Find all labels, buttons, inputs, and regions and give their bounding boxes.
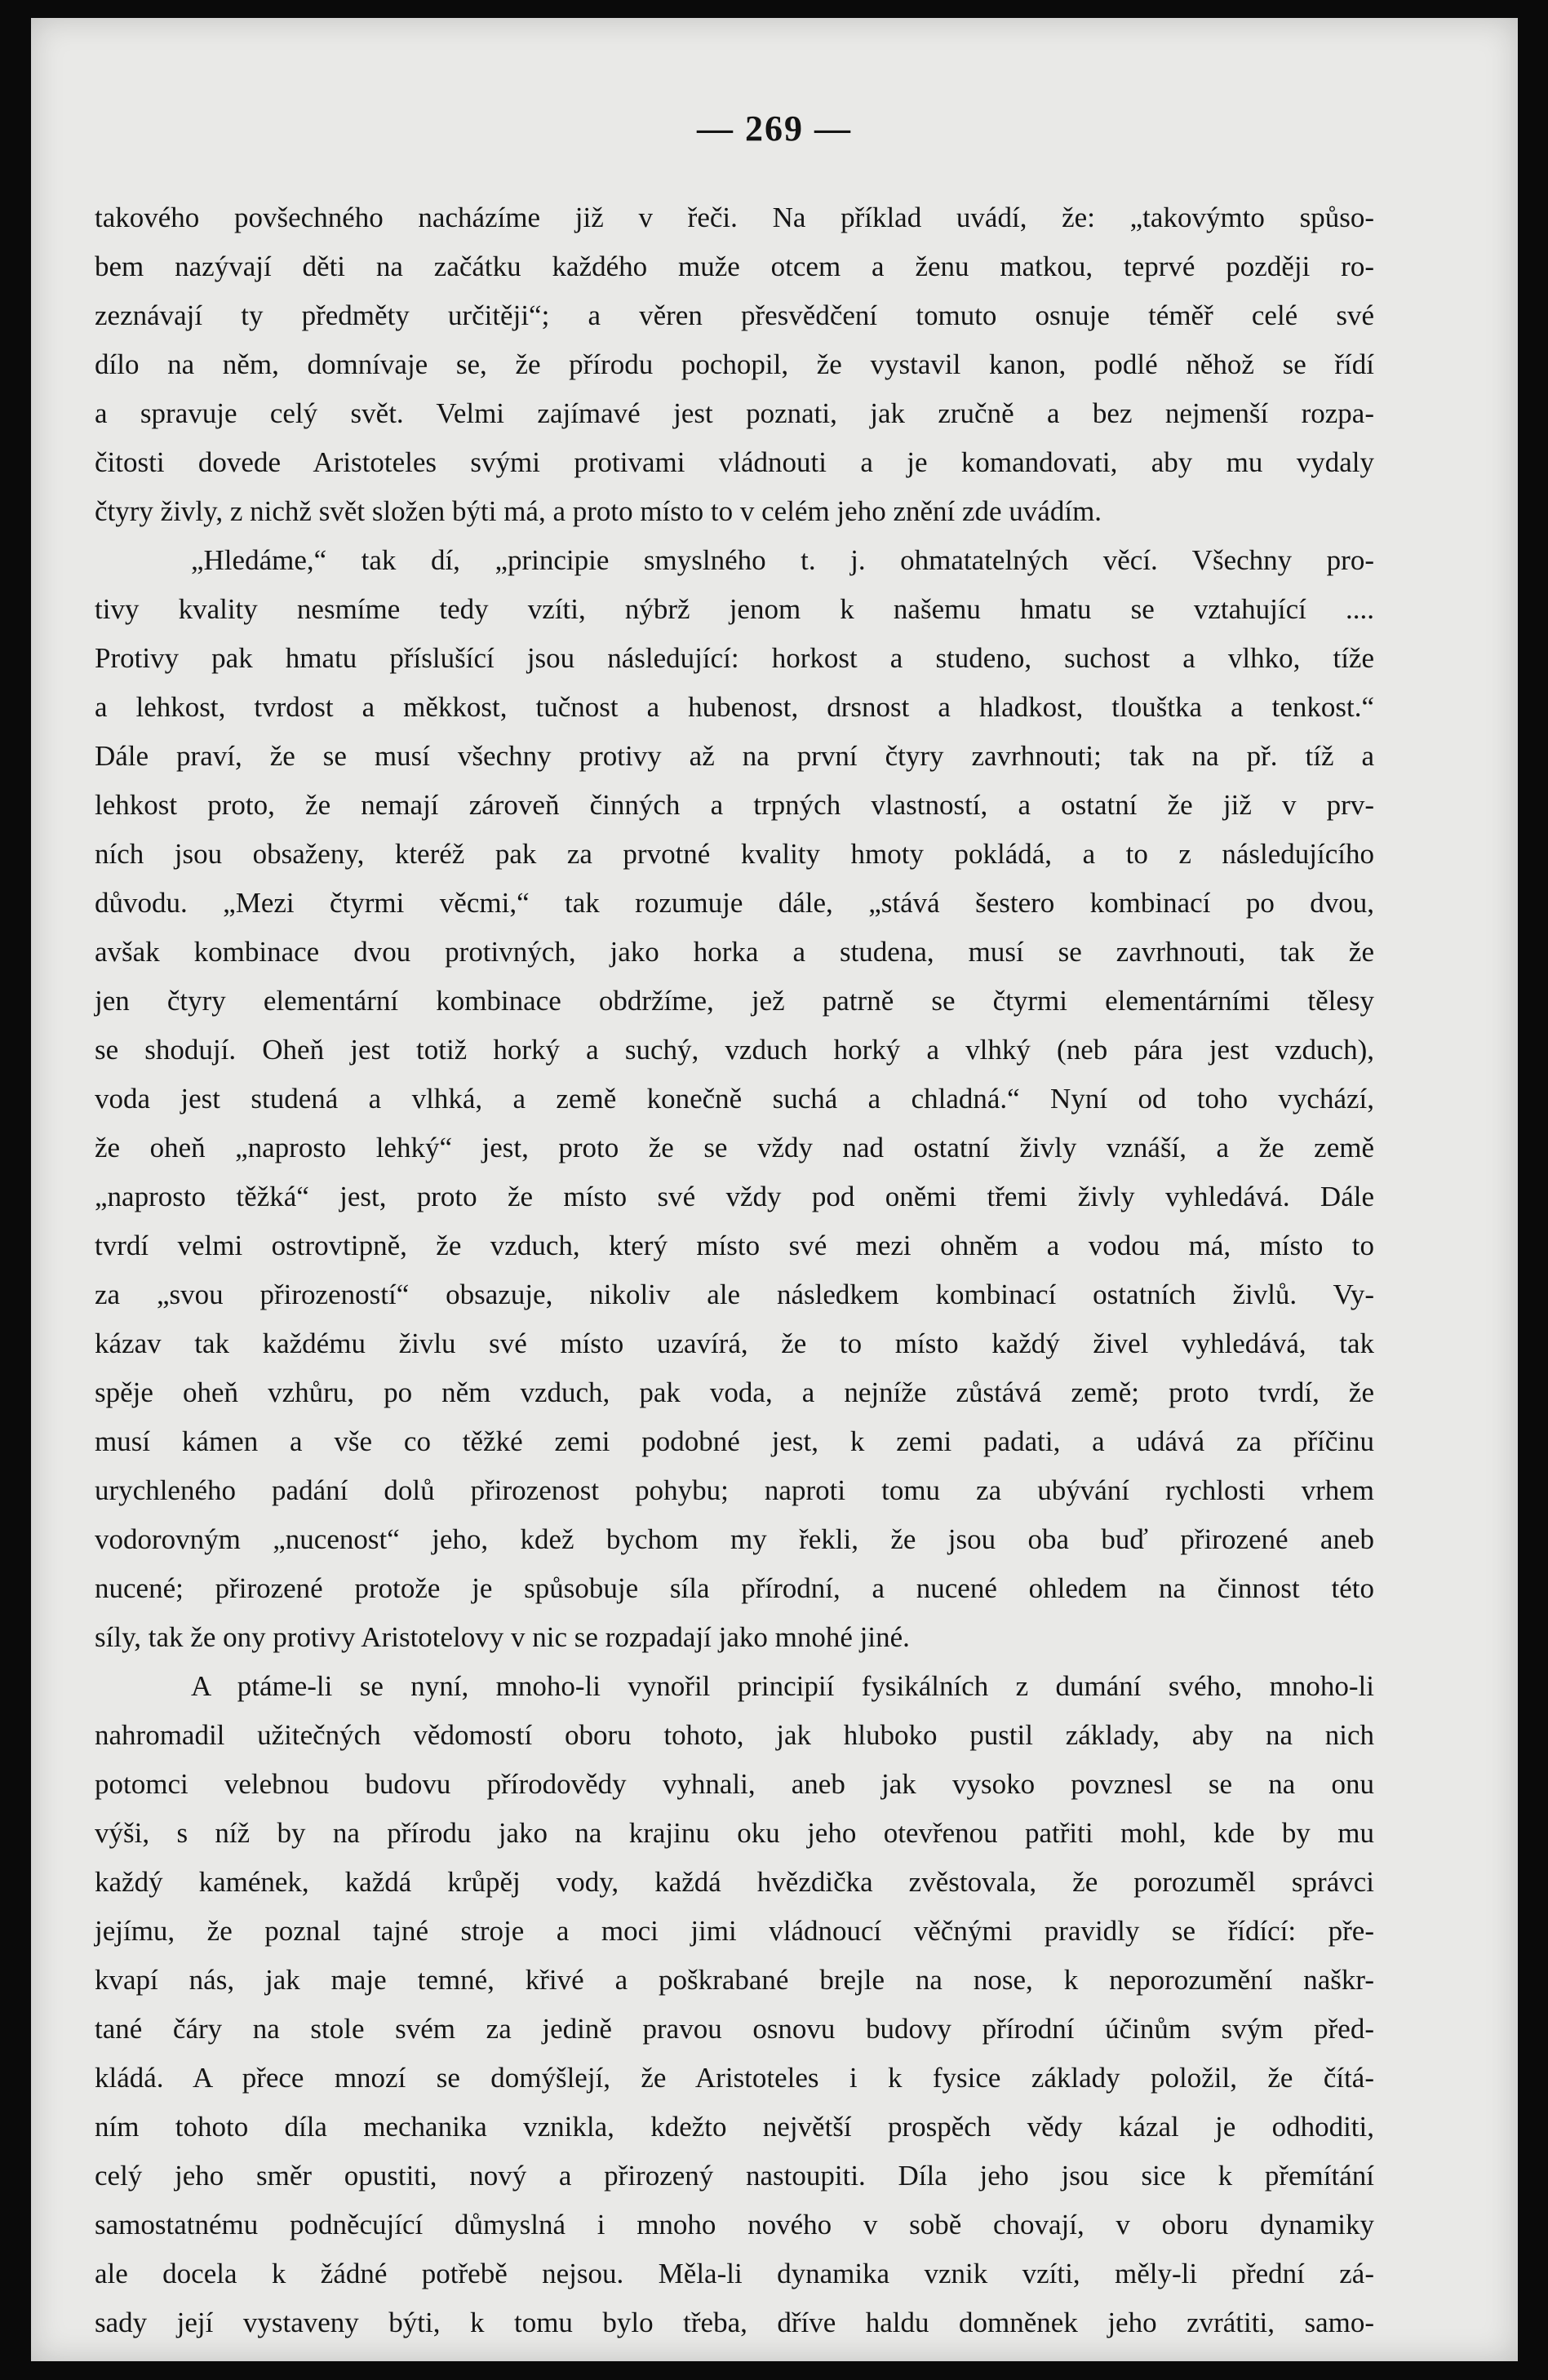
text-line: sady její vystaveny býti, k tomu bylo třeba, dříve haldu domněnek jeho zvrátiti, samo- xyxy=(95,2307,1374,2338)
text-line: „naprosto těžká“ jest, proto že místo své vždy pod oněmi třemi živly vyhledává. Dále xyxy=(95,1181,1374,1212)
text-line: spěje oheň vzhůru, po něm vzduch, pak voda, a nejníže zůstává země; proto tvrdí, že xyxy=(95,1376,1374,1408)
book-page xyxy=(31,18,1518,2361)
text-line: ních jsou obsaženy, kteréž pak za prvotné kvality hmoty pokládá, a to z následujícího xyxy=(95,838,1374,870)
text-line: síly, tak že ony protivy Aristotelovy v nic se rozpadají jako mnohé jiné. xyxy=(95,1621,910,1653)
text-line: za „svou přirozeností“ obsazuje, nikoliv ale následkem kombinací ostatních živlů. Vy- xyxy=(95,1279,1374,1310)
text-line: dílo na něm, domnívaje se, že přírodu pochopil, že vystavil kanon, podlé něhož se řídí xyxy=(95,348,1374,380)
text-line: výši, s níž by na přírodu jako na krajinu oku jeho otevřenou patřiti mohl, kde by mu xyxy=(95,1817,1374,1849)
text-line: čitosti dovede Aristoteles svými protivami vládnouti a je komandovati, aby mu vydaly xyxy=(95,446,1374,478)
text-line: samostatnému podněcující důmyslná i mnoho nového v sobě chovají, v oboru dynamiky xyxy=(95,2209,1374,2240)
text-line: tvrdí velmi ostrovtipně, že vzduch, který místo své mezi ohněm a vodou má, místo to xyxy=(95,1230,1374,1261)
text-line: musí kámen a vše co těžké zemi podobné jest, k zemi padati, a udává za příčinu xyxy=(95,1425,1374,1457)
text-line: že oheň „naprosto lehký“ jest, proto že se vždy nad ostatní živly vznáší, a že země xyxy=(95,1132,1374,1163)
text-line: každý kamének, každá krůpěj vody, každá hvězdička zvěstovala, že porozuměl správci xyxy=(95,1866,1374,1898)
text-line: ním tohoto díla mechanika vznikla, kdežto největší prospěch vědy kázal je odhoditi, xyxy=(95,2111,1374,2143)
text-line: Dále praví, že se musí všechny protivy až na první čtyry zavrhnouti; tak na př. tíž a xyxy=(95,740,1374,772)
text-line: potomci velebnou budovu přírodovědy vyhnali, aneb jak vysoko povznesl se na onu xyxy=(95,1768,1374,1800)
text-line: jejímu, že poznal tajné stroje a moci jimi vládnoucí věčnými pravidly se řídící: pře- xyxy=(95,1915,1374,1947)
text-line: „Hledáme,“ tak dí, „principie smyslného t. j. ohmatatelných věcí. Všechny pro- xyxy=(191,544,1374,576)
text-line: avšak kombinace dvou protivných, jako horka a studena, musí se zavrhnouti, tak že xyxy=(95,936,1374,968)
text-line: kvapí nás, jak maje temné, křivé a poškrabané brejle na nose, k neporozumění naškr- xyxy=(95,1964,1374,1996)
body-text xyxy=(95,193,1374,2347)
text-line: se shodují. Oheň jest totiž horký a suchý, vzduch horký a vlhký (neb pára jest vzduch), xyxy=(95,1034,1374,1066)
text-line: ale docela k žádné potřebě nejsou. Měla-li dynamika vznik vzíti, měly-li přední zá- xyxy=(95,2258,1374,2289)
text-line: takového povšechného nacházíme již v řeči. Na příklad uvádí, že: „takovýmto spůso- xyxy=(95,202,1374,233)
text-line: a lehkost, tvrdost a měkkost, tučnost a hubenost, drsnost a hladkost, tlouštka a tenkost.“ xyxy=(95,691,1374,723)
text-line: urychleného padání dolů přirozenost pohybu; naproti tomu za ubývání rychlosti vrhem xyxy=(95,1474,1374,1506)
text-line: vodorovným „nucenost“ jeho, kdež bychom my řekli, že jsou oba buď přirozené aneb xyxy=(95,1523,1374,1555)
text-line: nahromadil užitečných vědomostí oboru tohoto, jak hluboko pustil základy, aby na nich xyxy=(95,1719,1374,1751)
text-line: tivy kvality nesmíme tedy vzíti, nýbrž jenom k našemu hmatu se vztahující .... xyxy=(95,593,1374,625)
text-line: zeznávají ty předměty určitěji“; a věren přesvědčení tomuto osnuje téměř celé své xyxy=(95,299,1374,331)
page-number: — 269 — xyxy=(697,109,852,148)
text-line: čtyry živly, z nichž svět složen býti má, a proto místo to v celém jeho znění zde uvádím. xyxy=(95,495,1102,527)
text-line: A ptáme-li se nyní, mnoho-li vynořil principií fysikálních z dumání svého, mnoho-li xyxy=(191,1670,1374,1702)
text-line: kázav tak každému živlu své místo uzavírá, že to místo každý živel vyhledává, tak xyxy=(95,1327,1374,1359)
text-line: kládá. A přece mnozí se domýšlejí, že Aristoteles i k fysice základy položil, že čítá- xyxy=(95,2062,1374,2094)
text-line: bem nazývají děti na začátku každého muže otcem a ženu matkou, teprvé později ro- xyxy=(95,250,1374,282)
text-line: jen čtyry elementární kombinace obdržíme, jež patrně se čtyrmi elementárními tělesy xyxy=(95,985,1374,1017)
text-line: nucené; přirozené protože je spůsobuje síla přírodní, a nucené ohledem na činnost této xyxy=(95,1572,1374,1604)
text-line: voda jest studená a vlhká, a země konečně suchá a chladná.“ Nyní od toho vychází, xyxy=(95,1083,1374,1115)
text-line: lehkost proto, že nemají zároveň činných a trpných vlastností, a ostatní že již v prv- xyxy=(95,789,1374,821)
text-line: tané čáry na stole svém za jedině pravou osnovu budovy přírodní účinům svým před- xyxy=(95,2013,1374,2045)
text-line: důvodu. „Mezi čtyrmi věcmi,“ tak rozumuje dále, „stává šestero kombinací po dvou, xyxy=(95,887,1374,919)
text-line: a spravuje celý svět. Velmi zajímavé jest poznati, jak zručně a bez nejmenší rozpa- xyxy=(95,397,1374,429)
text-line: celý jeho směr opustiti, nový a přirozený nastoupiti. Díla jeho jsou sice k přemítání xyxy=(95,2160,1374,2192)
text-line: Protivy pak hmatu příslušící jsou následující: horkost a studeno, suchost a vlhko, tíže xyxy=(95,642,1374,674)
